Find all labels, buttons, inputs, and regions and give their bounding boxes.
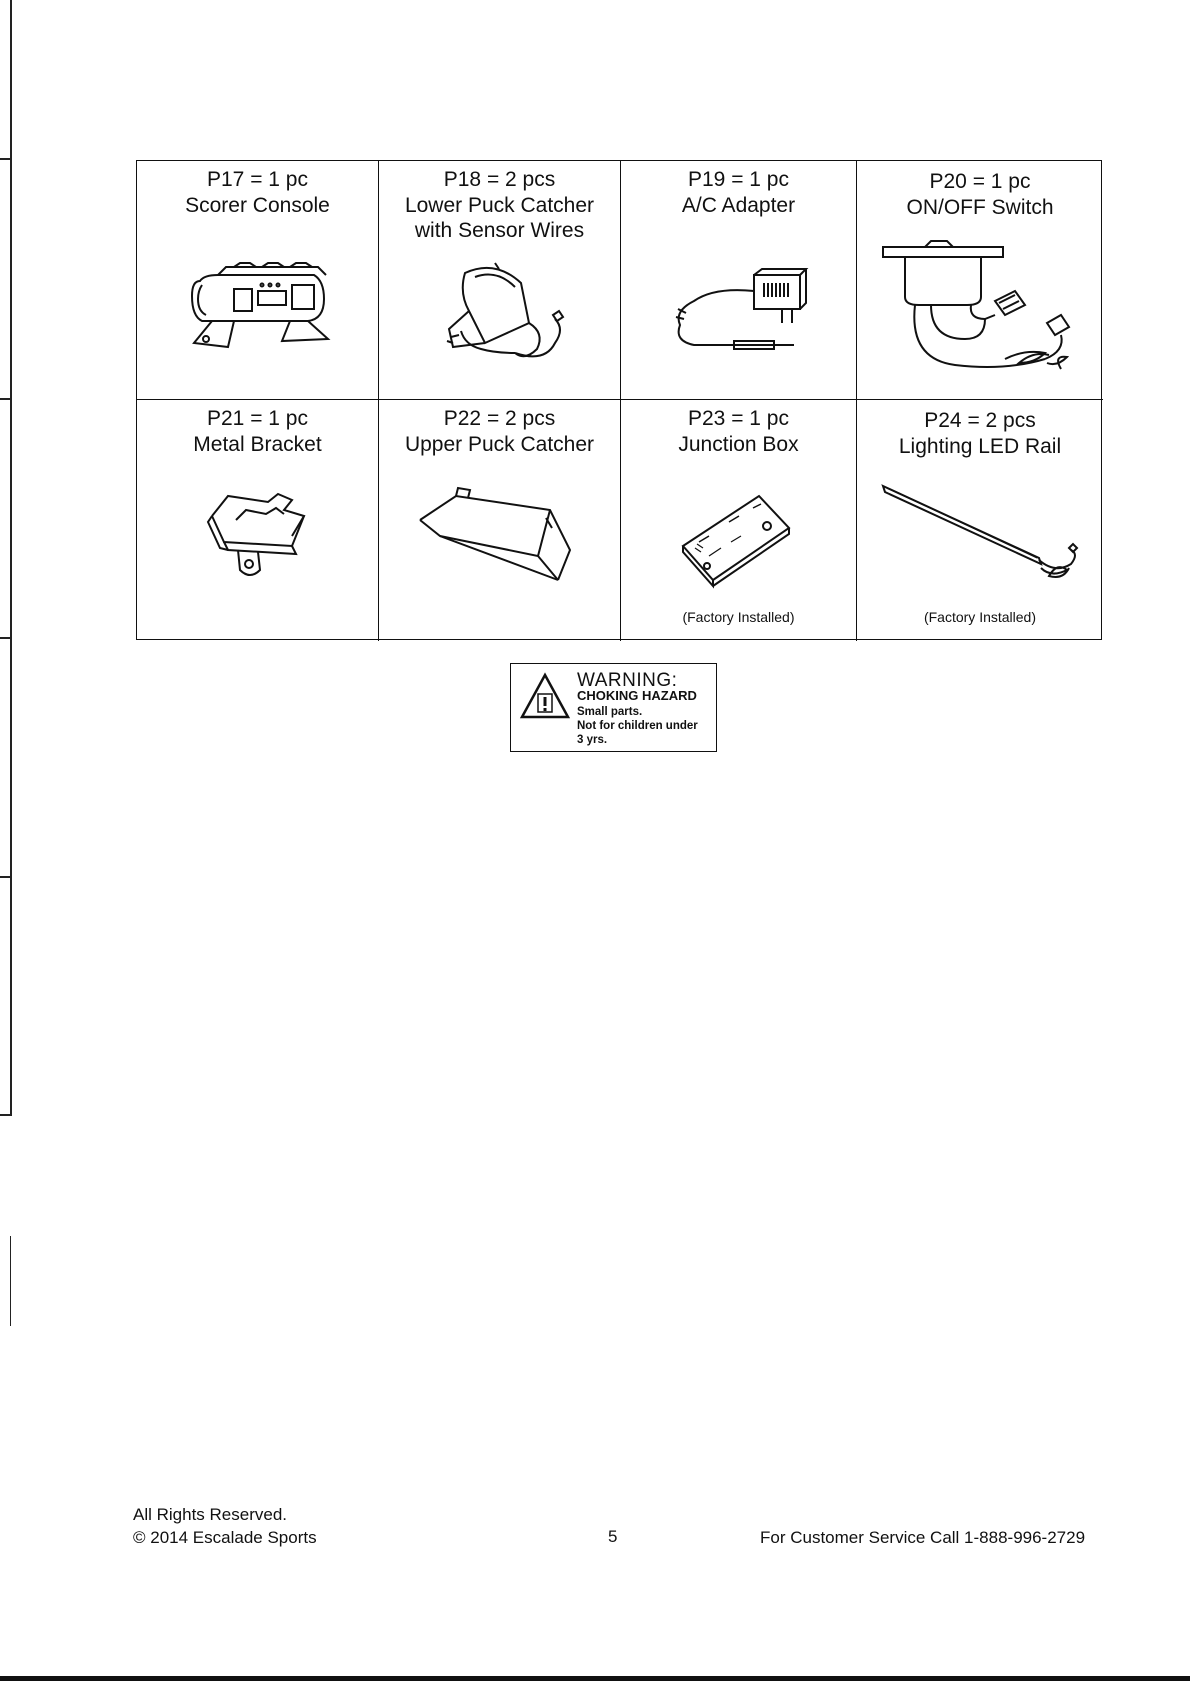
- part-cell-p20: [857, 161, 1103, 400]
- page-number: 5: [608, 1527, 618, 1546]
- part-code: P18 = 2 pcs: [443, 168, 556, 191]
- part-name: A/C Adapter: [681, 194, 796, 217]
- part-code: P24 = 2 pcs: [924, 409, 1036, 432]
- part-name-line: Lower Puck Catcher: [404, 194, 595, 217]
- warning-line: Small parts.: [577, 706, 643, 718]
- warning-title: WARNING:: [577, 670, 678, 691]
- on-off-switch-icon: [875, 239, 1085, 389]
- ac-adapter-icon: [664, 261, 814, 361]
- part-name: Metal Bracket: [193, 433, 322, 456]
- factory-installed-note: (Factory Installed): [682, 609, 795, 625]
- copyright-text: © 2014 Escalade Sports: [133, 1528, 317, 1547]
- scan-tick: [0, 158, 12, 160]
- upper-puck-catcher-icon: [410, 484, 590, 594]
- part-code: P20 = 1 pc: [929, 170, 1031, 193]
- part-cell-p22: [379, 400, 621, 641]
- customer-service-text: For Customer Service Call 1-888-996-2729: [760, 1528, 1086, 1547]
- metal-bracket-icon: [188, 486, 328, 586]
- part-name: Junction Box: [678, 433, 799, 456]
- part-cell-p17: [137, 161, 379, 400]
- part-name: Upper Puck Catcher: [404, 433, 595, 456]
- led-rail-icon: [875, 474, 1085, 584]
- part-code: P17 = 1 pc: [207, 168, 308, 191]
- scan-edge-line: [10, 0, 12, 1116]
- scorer-console-icon: [178, 241, 338, 351]
- scan-tick: [0, 637, 12, 639]
- scan-tick: [0, 1114, 12, 1116]
- part-name: Scorer Console: [185, 194, 330, 217]
- rights-text: All Rights Reserved.: [133, 1505, 288, 1524]
- scan-edge-line: [10, 1236, 11, 1326]
- scan-tick: [0, 398, 12, 400]
- warning-line: CHOKING HAZARD: [577, 688, 697, 703]
- part-cell-p18: [379, 161, 621, 400]
- part-name: ON/OFF Switch: [906, 196, 1054, 219]
- lower-puck-catcher-icon: [425, 253, 575, 373]
- part-code: P19 = 1 pc: [688, 168, 789, 191]
- part-code: P21 = 1 pc: [207, 407, 308, 430]
- part-name-line: with Sensor Wires: [414, 219, 585, 242]
- footer-copyright-block: [133, 1503, 317, 1549]
- part-code: P22 = 2 pcs: [443, 407, 556, 430]
- parts-table: [136, 160, 1102, 640]
- warning-triangle-icon: [519, 672, 571, 720]
- part-cell-p19: [621, 161, 857, 400]
- choking-hazard-warning: [510, 663, 717, 752]
- warning-line: 3 yrs.: [577, 734, 608, 746]
- part-cell-p24: [857, 400, 1103, 641]
- part-name: Lighting LED Rail: [898, 435, 1062, 458]
- part-cell-p23: [621, 400, 857, 641]
- factory-installed-note: (Factory Installed): [923, 609, 1037, 625]
- junction-box-icon: [669, 482, 809, 592]
- warning-line: Not for children under: [577, 720, 698, 732]
- scan-tick: [0, 876, 12, 878]
- part-code: P23 = 1 pc: [688, 407, 789, 430]
- scan-bottom-edge: [0, 1676, 1190, 1681]
- part-cell-p21: [137, 400, 379, 641]
